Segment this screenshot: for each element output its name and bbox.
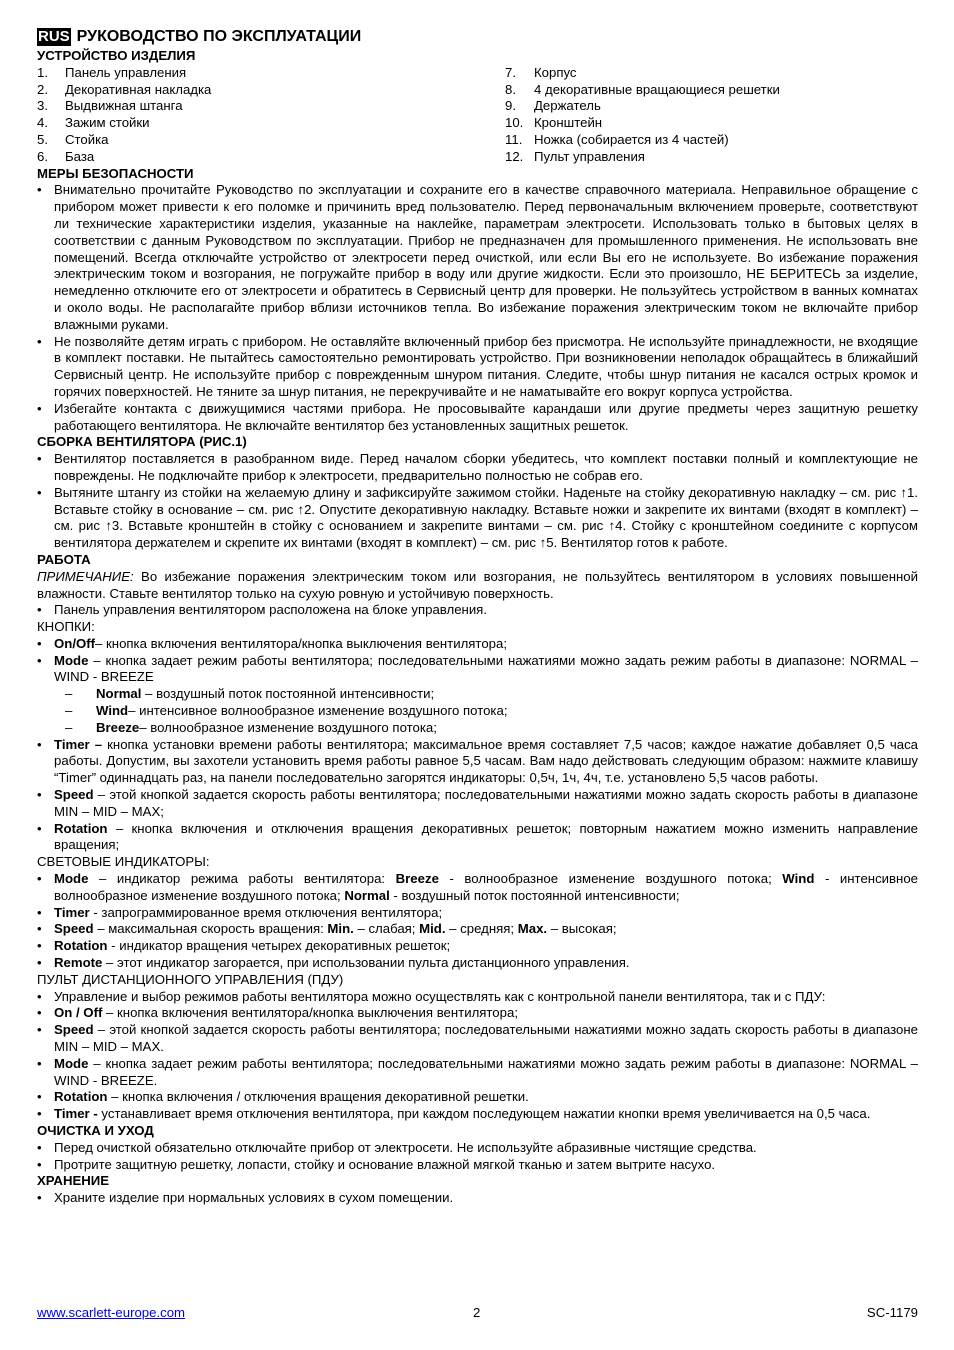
modes-list (37, 686, 918, 736)
safety-item: • Не позволяйте детям играть с прибором. Не оставляйте включенный прибор без присмотра. Не используйте принадлежности, не входящие в комплект поставки. Не пытайтесь самостоятельно ремонтировать устройство. При возникновении неполадок обращайтесь в ближайший Сервисный центр. Не используйте прибор с поврежденным шнуром питания. Следите, чтобы шнур питания не касался острых кромок и горячих поверхностей. Не тяните за шнур питания, не перекручивайте и не наматывайте его вокруг корпуса устройства. (37, 334, 918, 401)
part-item: 4. Зажим стойки (37, 115, 150, 131)
indicators-heading: СВЕТОВЫЕ ИНДИКАТОРЫ: (37, 854, 210, 870)
remote-rotation: • Rotation – кнопка включения / отключения вращения декоративной решетки. (37, 1089, 918, 1106)
button-onoff: • On/Off– кнопка включения вентилятора/кнопка выключения вентилятора; (37, 636, 918, 653)
remote-heading: ПУЛЬТ ДИСТАНЦИОННОГО УПРАВЛЕНИЯ (ПДУ) (37, 971, 344, 987)
part-item: 10. Кронштейн (505, 115, 603, 131)
title-row (37, 26, 918, 48)
part-item: 9. Держатель (505, 98, 601, 114)
button-speed: • Speed – этой кнопкой задается скорость работы вентилятора; последовательными нажатиями можно задать скорость работы в диапазоне MIN – MID – MAX; (37, 787, 918, 821)
indicators-list (37, 871, 918, 972)
section-heading-storage: ХРАНЕНИЕ (37, 1173, 110, 1189)
part-item: 7. Корпус (505, 64, 577, 80)
language-badge: RUS (38, 28, 70, 45)
panel-location-list (37, 602, 918, 619)
safety-item: • Избегайте контакта с движущимися частями прибора. Не просовывайте карандаши или другие предметы через защитную решетку работающего вентилятора. Не включайте вентилятор без установленных защитных решеток. (37, 401, 918, 435)
indicator-mode: • Mode – индикатор режима работы вентилятора: Breeze - волнообразное изменение воздушного потока; Wind - интенсивное волнообразное изменение воздушного потока; Normal - воздушный поток постоянной интенсивности; (37, 871, 918, 905)
part-item: 12. Пульт управления (505, 148, 645, 164)
indicator-rotation: • Rotation - индикатор вращения четырех декоративных решеток; (37, 938, 918, 955)
part-item: 11. Ножка (собирается из 4 частей) (505, 131, 729, 147)
website-link[interactable]: www.scarlett-europe.com (37, 1305, 186, 1320)
part-item: 8. 4 декоративные вращающиеся решетки (505, 81, 780, 97)
model-number: SC-1179 (866, 1305, 918, 1320)
page-number: 2 (473, 1305, 481, 1320)
indicator-timer: • Timer - запрограммированное время отключения вентилятора; (37, 905, 918, 922)
part-item: 1. Панель управления (37, 64, 187, 80)
button-timer: • Timer – кнопка установки времени работы вентилятора; максимальное время составляет 7,5 часов; каждое нажатие добавляет 0,5 часа работы. Допустим, вы захотели установить время работы равное 5,5 часам. Вам надо действовать следующим образом: нажмите клавишу “Timer” одиннадцать раз, на панели последовательно загорятся индикаторы: 0,5ч, 1ч, 4ч, т.е. установлено 5,5 часов работы. (37, 737, 918, 787)
remote-mode: • Mode – кнопка задает режим работы вентилятора; последовательными нажатиями можно задать режим работы в диапазоне: NORMAL – WIND - BREEZE. (37, 1056, 918, 1090)
cleaning-item: • Перед очисткой обязательно отключайте прибор от электросети. Не используйте абразивные чистящие средства. (37, 1140, 918, 1157)
safety-list (37, 182, 918, 434)
part-item: 5. Стойка (37, 131, 109, 147)
section-heading-assembly: СБОРКА ВЕНТИЛЯТОРА (РИС.1) (37, 434, 247, 450)
button-rotation: • Rotation – кнопка включения и отключения вращения декоративных решеток; повторным нажатием можно изменить направление вращения; (37, 821, 918, 855)
panel-location: • Панель управления вентилятором расположена на блоке управления. (37, 602, 918, 619)
mode-normal: – Normal – воздушный поток постоянной интенсивности; (65, 686, 918, 703)
indicator-remote: • Remote – этот индикатор загорается, при использовании пульта дистанционного управления. (37, 955, 918, 972)
button-mode: • Mode – кнопка задает режим работы вентилятора; последовательными нажатиями можно задать режим работы в диапазоне: NORMAL – WIND - BREEZE (37, 653, 918, 687)
assembly-item: • Вытяните штангу из стойки на желаемую длину и зафиксируйте зажимом стойки. Наденьте на стойку декоративную накладку – см. рис ↑1. Вставьте стойку в основание – см. рис ↑2. Опустите декоративную накладку. Вставьте ножки и закрепите их винтами (входят в комплект) – см. рис ↑3. Вставьте кронштейн в стойку с основанием и закрепите винтами – см. рис ↑4. Стойку с кронштейном соедините с корпусом вентилятора держателем и скрепите их винтами (входят в комплект) – см. рис ↑5. Вентилятор готов к работе. (37, 485, 918, 552)
part-item: 6. База (37, 148, 95, 164)
manual-page (37, 26, 918, 1207)
operation-note: ПРИМЕЧАНИЕ: Во избежание поражения электрическим током или возгорания, не пользуйтесь вентилятором в условиях повышенной влажности. Ставьте вентилятор только на сухую ровную и устойчивую поверхность. (37, 568, 918, 601)
parts-list (37, 65, 918, 166)
parts-list-left (37, 65, 505, 166)
assembly-list (37, 451, 918, 552)
cleaning-list (37, 1140, 918, 1174)
buttons-heading: КНОПКИ: (37, 619, 95, 635)
remote-intro: • Управление и выбор режимов работы вентилятора можно осуществлять как с контрольной панели вентилятора, так и с ПДУ: (37, 989, 918, 1006)
note-label: ПРИМЕЧАНИЕ: (37, 568, 134, 584)
mode-wind: – Wind– интенсивное волнообразное изменение воздушного потока; (65, 703, 918, 720)
cleaning-item: • Протрите защитную решетку, лопасти, стойку и основание влажной мягкой тканью и затем вытрите насухо. (37, 1157, 918, 1174)
storage-item: • Храните изделие при нормальных условиях в сухом помещении. (37, 1190, 918, 1207)
section-heading-device: УСТРОЙСТВО ИЗДЕЛИЯ (37, 48, 196, 63)
storage-list (37, 1190, 918, 1207)
indicator-speed: • Speed – максимальная скорость вращения: Min. – слабая; Mid. – средняя; Max. – высокая; (37, 921, 918, 938)
parts-list-right (505, 65, 780, 166)
page-footer (37, 1305, 918, 1322)
buttons-list (37, 636, 918, 686)
buttons-list-continued (37, 737, 918, 855)
mode-breeze: – Breeze– волнообразное изменение воздушного потока; (65, 720, 918, 737)
remote-speed: • Speed – этой кнопкой задается скорость работы вентилятора; последовательными нажатиями можно задать скорость работы в диапазоне MIN – MID – MAX. (37, 1022, 918, 1056)
part-item: 2. Декоративная накладка (37, 81, 212, 97)
part-item: 3. Выдвижная штанга (37, 98, 183, 114)
section-heading-safety: МЕРЫ БЕЗОПАСНОСТИ (37, 165, 194, 181)
remote-onoff: • On / Off – кнопка включения вентилятора/кнопка выключения вентилятора; (37, 1005, 918, 1022)
section-heading-operation: РАБОТА (37, 551, 91, 567)
section-heading-cleaning: ОЧИСТКА И УХОД (37, 1123, 154, 1138)
remote-timer: • Timer - устанавливает время отключения вентилятора, при каждом последующем нажатии кнопки время увеличивается на 0,5 часа. (37, 1106, 918, 1123)
document-title: РУКОВОДСТВО ПО ЭКСПЛУАТАЦИИ (76, 28, 362, 45)
safety-item: • Внимательно прочитайте Руководство по эксплуатации и сохраните его в качестве справочного материала. Неправильное обращение с прибором может привести к его поломке и причинить вред пользователю. Перед первоначальным включением проверьте, соответствуют ли технические характеристики изделия, указанные на наклейке, параметрам электросети. Использовать только в бытовых целях в соответствии с данным Руководством по эксплуатации. Прибор не предназначен для промышленного применения. Не использовать вне помещений. Всегда отключайте устройство от электросети перед очисткой, или если Вы его не используете. Во избежание поражения электрическим током и возгорания, не погружайте прибор в воду или другие жидкости. Если это произошло, НЕ БЕРИТЕСЬ за изделие, немедленно отключите его от электросети и обратитесь в Сервисный центр для проверки. Не пользуйтесь устройством в ванных комнатах и около воды. Не располагайте прибор вблизи источников тепла. Во избежание поражения электрическим током не включайте прибор влажными руками. (37, 182, 918, 333)
remote-list (37, 989, 918, 1123)
assembly-item: • Вентилятор поставляется в разобранном виде. Перед началом сборки убедитесь, что комплект поставки полный и комплектующие не повреждены. Не подключайте прибор к электросети, предварительно полностью не собрав его. (37, 451, 918, 485)
